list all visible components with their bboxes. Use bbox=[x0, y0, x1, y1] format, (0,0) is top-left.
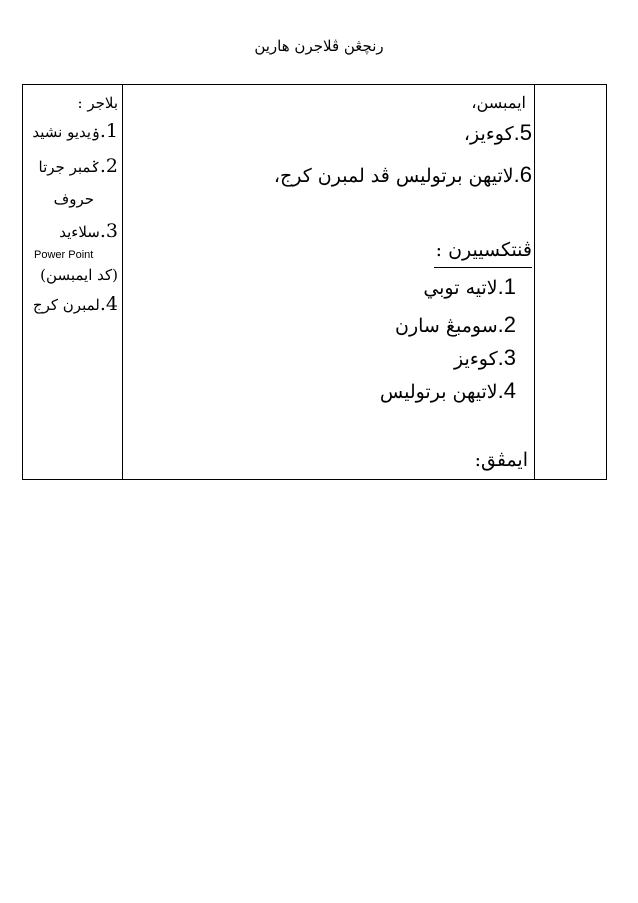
materials-item bbox=[39, 156, 118, 177]
closure-item bbox=[423, 272, 516, 303]
materials-item-text: سلاءيد bbox=[59, 223, 100, 241]
closure-item-text: كوءيز bbox=[454, 348, 498, 370]
materials-cell bbox=[23, 85, 122, 479]
materials-item-text: لمبرن كرج bbox=[32, 296, 100, 314]
closure-item-number: 1. bbox=[497, 274, 516, 299]
activity-item bbox=[274, 160, 532, 191]
activity-item-number: 5. bbox=[513, 120, 532, 145]
reflection-label: ايمڤق: bbox=[474, 449, 528, 471]
lesson-plan-table bbox=[22, 84, 607, 480]
materials-item-number: 1. bbox=[99, 120, 118, 142]
closure-item bbox=[395, 310, 516, 341]
closure-item bbox=[454, 343, 516, 374]
materials-item bbox=[33, 294, 118, 315]
activity-line: ايمبسن، bbox=[471, 93, 526, 112]
materials-item-number: 4. bbox=[99, 293, 118, 315]
closure-item bbox=[380, 376, 516, 407]
closure-item-number: 4. bbox=[497, 378, 516, 403]
heading-underline bbox=[434, 267, 532, 268]
materials-item: Power Point bbox=[34, 249, 94, 261]
closure-item-number: 3. bbox=[497, 345, 516, 370]
closure-item-number: 2. bbox=[497, 312, 516, 337]
materials-item: (كد ايمبسن) bbox=[40, 266, 118, 284]
activity-item-text: كوءيز، bbox=[463, 123, 514, 145]
materials-heading: بلاجر : bbox=[77, 94, 118, 112]
materials-item bbox=[59, 221, 118, 242]
closure-item-text: لاتيه توبي bbox=[423, 277, 498, 299]
materials-item bbox=[32, 121, 118, 142]
activity-item-number: 6. bbox=[513, 162, 532, 187]
closure-item-text: لاتيهن برتوليس bbox=[379, 381, 498, 403]
activity-item bbox=[464, 118, 532, 149]
column-divider-right bbox=[534, 85, 535, 479]
materials-item-number: 3. bbox=[99, 220, 118, 242]
activity-item-text: لاتيهن برتوليس ڤد لمبرن كرج، bbox=[273, 165, 514, 187]
closure-item-text: سومبڠ سارن bbox=[394, 315, 498, 337]
activities-cell bbox=[123, 85, 534, 479]
materials-item-text: ۏيديو نشيد bbox=[32, 123, 100, 141]
materials-item-text: ݢمبر جرتا bbox=[38, 158, 100, 176]
materials-item-number: 2. bbox=[99, 155, 118, 177]
materials-item bbox=[54, 189, 94, 209]
closure-heading: ڤنتكسييرن : bbox=[435, 239, 532, 261]
page-title: رنچڠن ڤلاجرن هارين bbox=[254, 37, 384, 55]
materials-item-text: حروف bbox=[53, 190, 94, 208]
